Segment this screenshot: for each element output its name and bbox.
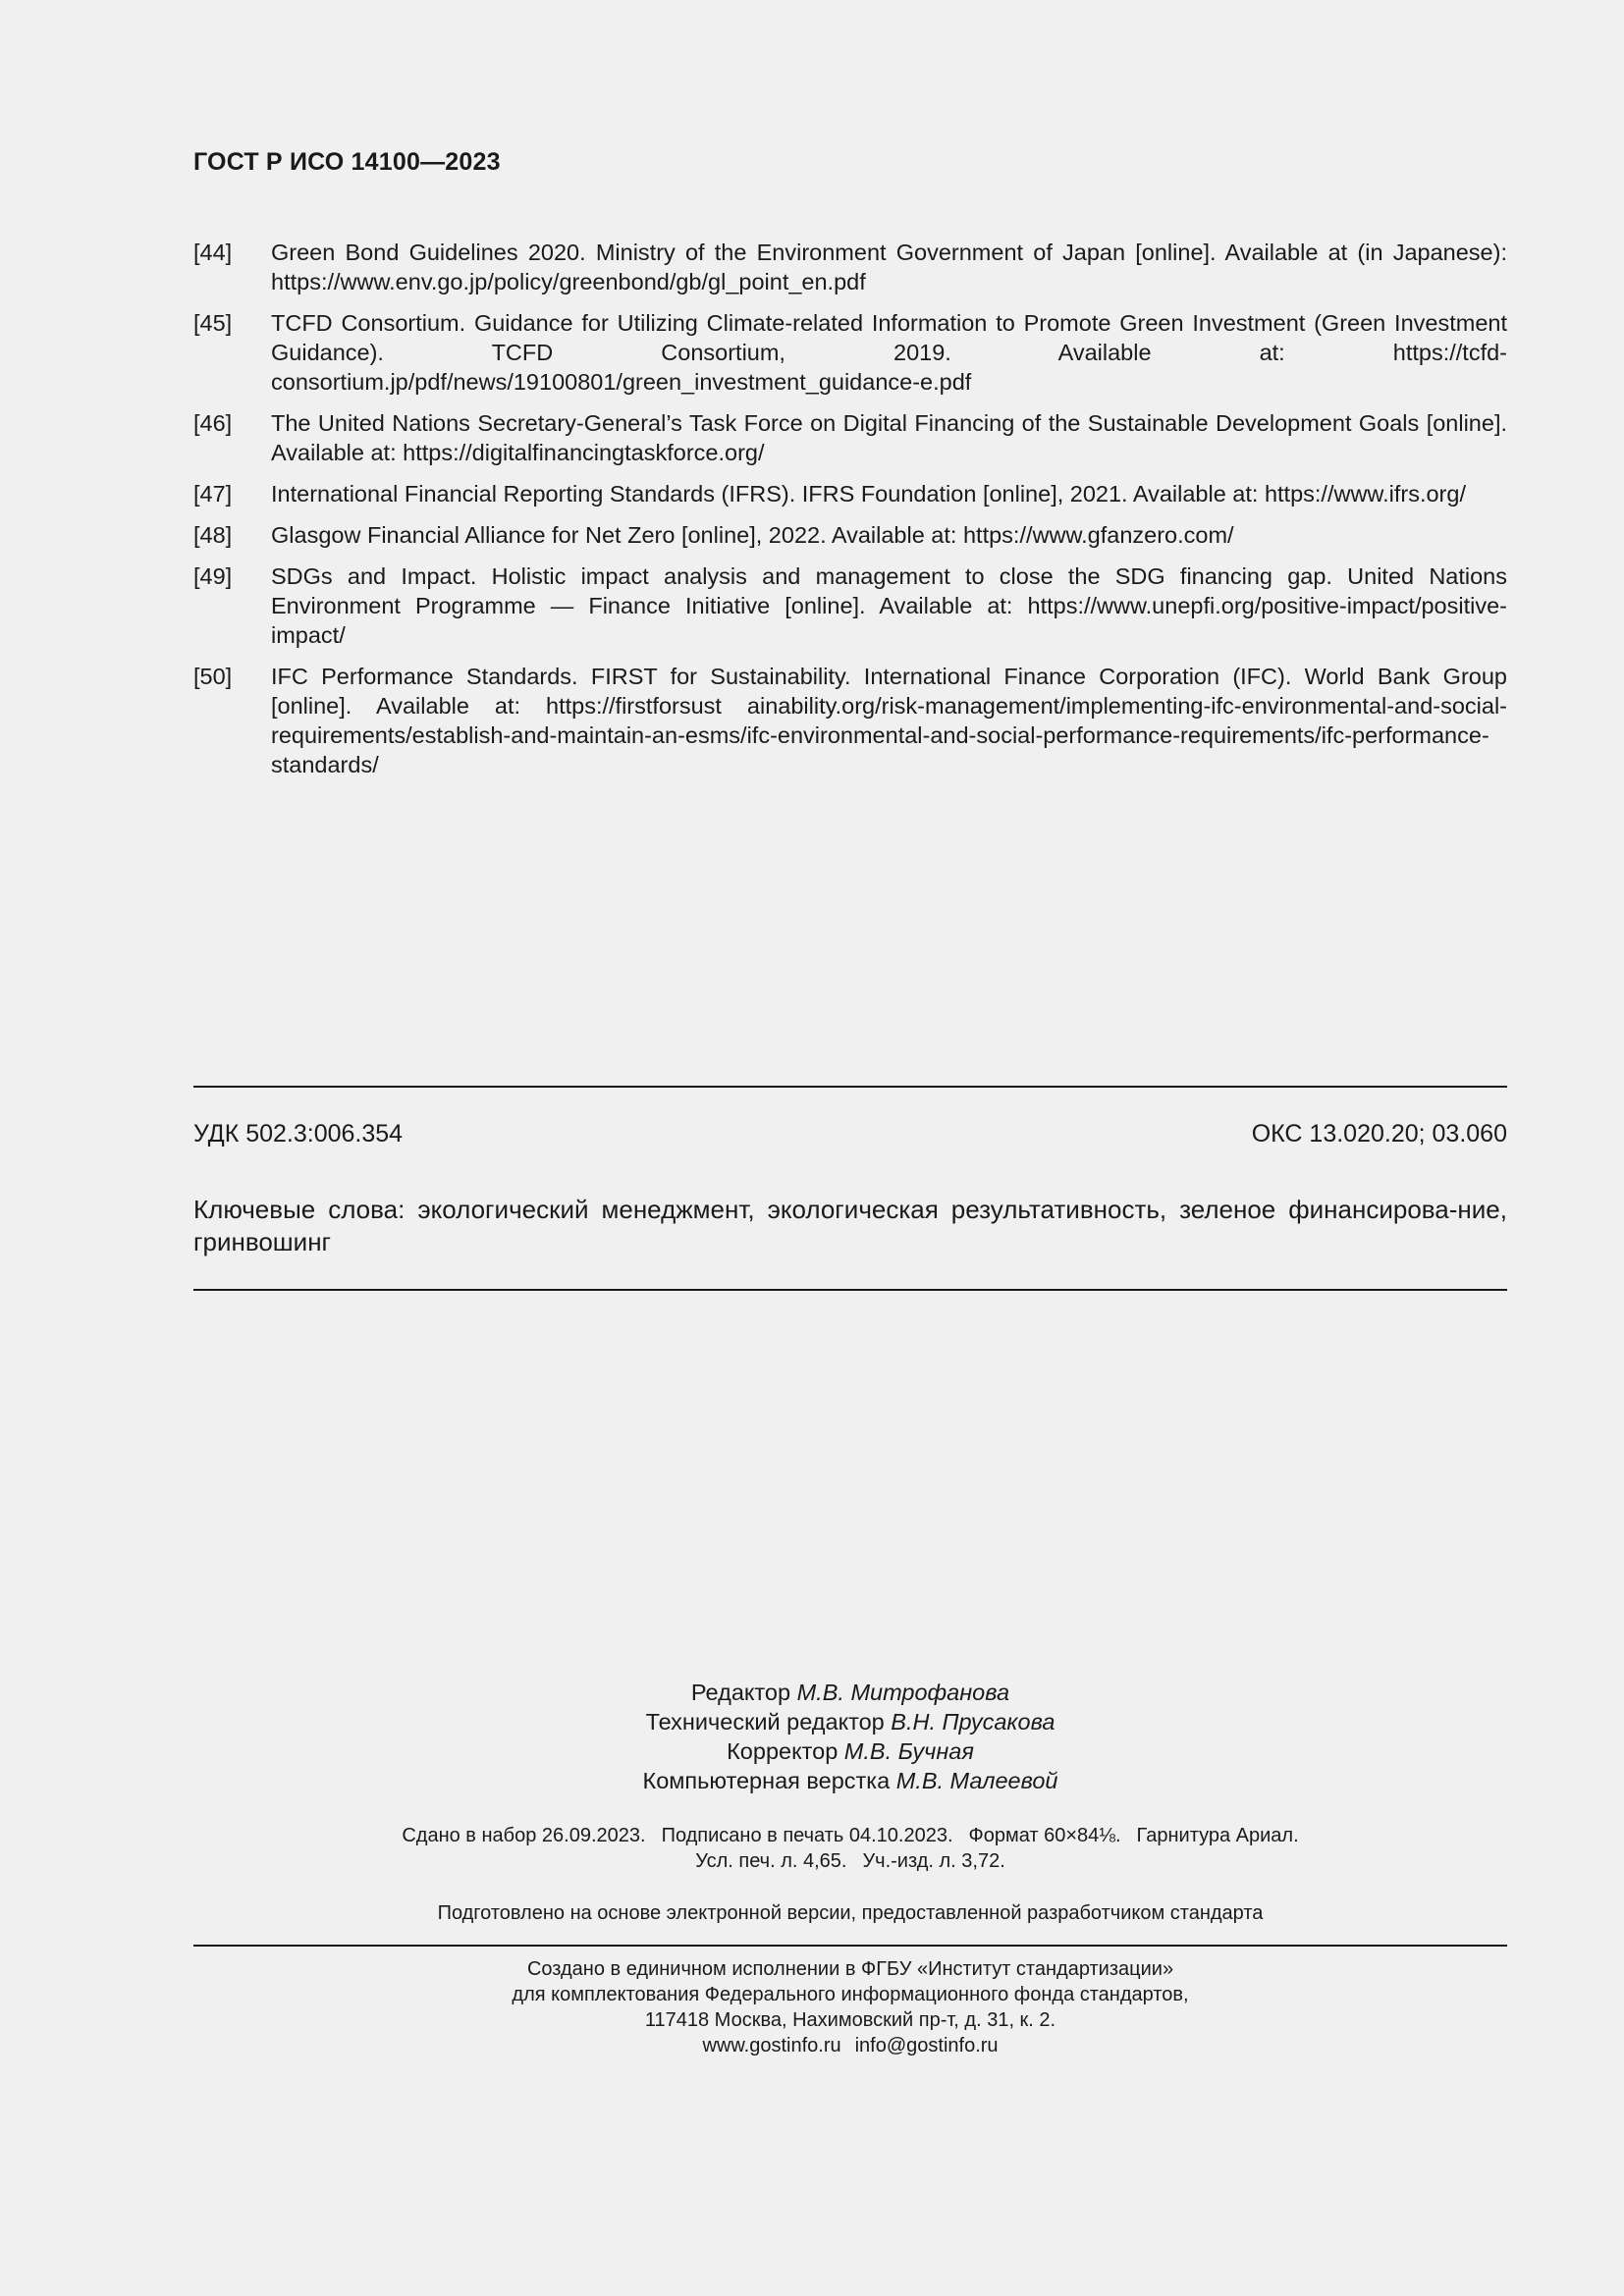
publisher-sheets: Уч.-изд. л. 3,72. xyxy=(862,1850,1005,1872)
prepared-note: Подготовлено на основе электронной версии, предоставленной разработчиком стандарта xyxy=(437,1902,1264,1924)
publisher-contacts xyxy=(193,2033,1507,2058)
reference-item xyxy=(193,238,1507,296)
credit-role: Компьютерная верстка xyxy=(642,1768,891,1793)
divider-top xyxy=(193,1086,1507,1088)
credits-block xyxy=(193,1678,1507,1795)
publisher-address: 117418 Москва, Нахимовский пр-т, д. 31, к. 2. xyxy=(644,2009,1056,2031)
divider-bottom xyxy=(193,1945,1507,1947)
reference-text: TCFD Consortium. Guidance for Utilizing Climate-related Information to Promote Green Investment (Green Investment Guidance). TCFD Consortium, 2019. Available at: https://tcfd-consortium.jp/pdf/news/19100801/green_investment_guidance-e.pdf xyxy=(271,310,1507,395)
reference-number: [45] xyxy=(193,310,233,336)
credit-line xyxy=(193,1736,1507,1766)
divider-middle xyxy=(193,1289,1507,1291)
reference-item xyxy=(193,408,1507,467)
udk-code: УДК 502.3:006.354 xyxy=(193,1120,404,1148)
reference-item xyxy=(193,308,1507,397)
reference-item xyxy=(193,662,1507,779)
oks-code: ОКС 13.020.20; 03.060 xyxy=(1251,1120,1507,1148)
reference-text: Glasgow Financial Alliance for Net Zero [online], 2022. Available at: https://www.gfanzero.com/ xyxy=(271,522,1234,548)
credit-name: М.В. Бучная xyxy=(843,1738,974,1764)
credit-name: М.В. Малеевой xyxy=(895,1768,1058,1793)
publisher-line-2: для комплектования Федерального информационного фонда стандартов, xyxy=(512,1984,1189,2005)
print-info-line-1 xyxy=(193,1823,1507,1848)
reference-number: [46] xyxy=(193,410,233,436)
typeface-info: Гарнитура Ариал. xyxy=(1136,1825,1299,1846)
website-link[interactable]: www.gostinfo.ru xyxy=(702,2035,841,2056)
document-header: ГОСТ Р ИСО 14100—2023 xyxy=(193,148,501,176)
reference-number: [44] xyxy=(193,240,233,265)
email-link[interactable]: info@gostinfo.ru xyxy=(854,2035,999,2056)
reference-text: SDGs and Impact. Holistic impact analysis and management to close the SDG financing gap. United Nations Environment Programme — Finance Initiative [online]. Available at: https://www.unepfi.org/positive-impact/positive-impact/ xyxy=(271,563,1507,648)
reference-text: IFC Performance Standards. FIRST for Sustainability. International Finance Corporation (IFC). World Bank Group [online]. Available at: https://firstforsust ainability.org/risk-management/implementing-ifc-environmental-and-social-requirements/establish-and-maintain-an-esms/ifc-environmental-and-social-performance-requirements/ifc-performance-standards/ xyxy=(271,664,1507,777)
reference-text: The United Nations Secretary-General’s Task Force on Digital Financing of the Sustainable Development Goals [online]. Available at: https://digitalfinancingtaskforce.org/ xyxy=(271,410,1507,465)
reference-item xyxy=(193,479,1507,508)
print-info-line-2 xyxy=(193,1848,1507,1874)
credit-role: Редактор xyxy=(690,1680,791,1705)
keywords: Ключевые слова: экологический менеджмент, экологическая результативность, зеленое финансирова-ние, гринвошинг xyxy=(193,1195,1507,1256)
print-info xyxy=(193,1823,1507,1874)
credit-role: Технический редактор xyxy=(645,1709,885,1735)
publisher-line-1: Создано в единичном исполнении в ФГБУ «Институт стандартизации» xyxy=(526,1958,1174,1980)
reference-item xyxy=(193,561,1507,650)
credit-name: М.В. Митрофанова xyxy=(796,1680,1010,1705)
signed-date: Подписано в печать 04.10.2023. xyxy=(661,1825,953,1846)
credit-name: В.Н. Прусакова xyxy=(891,1709,1056,1735)
reference-text: Green Bond Guidelines 2020. Ministry of the Environment Government of Japan [online]. Available at (in Japanese): https://www.env.go.jp/policy/greenbond/gb/gl_point_en.pdf xyxy=(271,240,1507,294)
reference-text: International Financial Reporting Standards (IFRS). IFRS Foundation [online], 2021. Available at: https://www.ifrs.org/ xyxy=(271,481,1466,507)
print-sheets: Усл. печ. л. 4,65. xyxy=(695,1850,847,1872)
credit-line xyxy=(193,1766,1507,1795)
submitted-date: Сдано в набор 26.09.2023. xyxy=(402,1825,646,1846)
reference-item xyxy=(193,520,1507,550)
paper-format: Формат 60×84⅛. xyxy=(968,1825,1121,1846)
credit-line xyxy=(193,1678,1507,1707)
publisher-block xyxy=(193,1956,1507,2058)
reference-number: [47] xyxy=(193,481,233,507)
credit-role: Корректор xyxy=(727,1738,839,1764)
reference-number: [49] xyxy=(193,563,233,589)
reference-number: [48] xyxy=(193,522,233,548)
credit-line xyxy=(193,1707,1507,1736)
reference-number: [50] xyxy=(193,664,233,689)
references-list xyxy=(193,238,1507,791)
